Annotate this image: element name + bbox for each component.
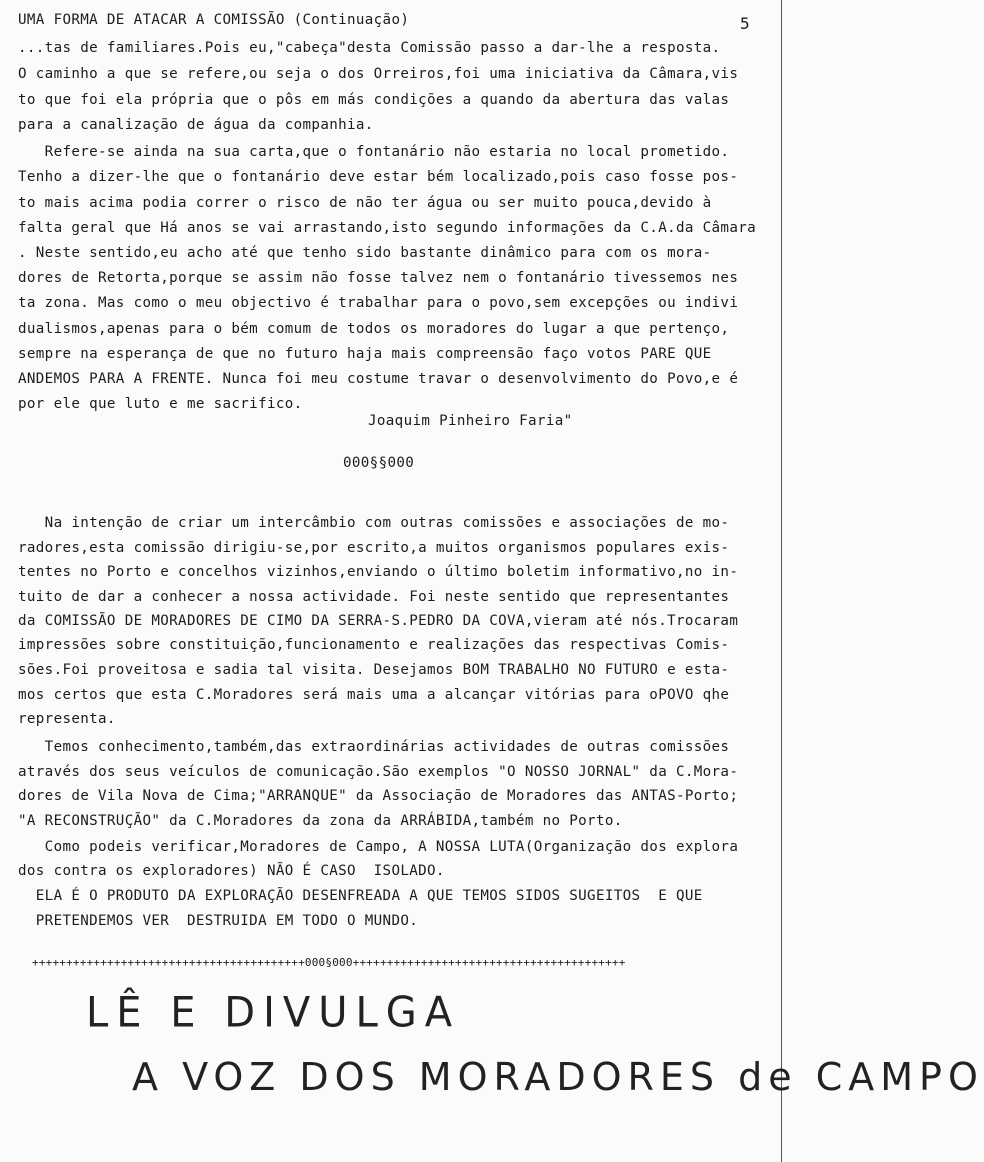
- footer-slogan-2: A VOZ DOS MORADORES de CAMPO: [132, 1055, 984, 1099]
- text-line: tuito de dar a conhecer a nossa actividade. Foi neste sentido que representantes: [18, 589, 730, 605]
- text-line: falta geral que Há anos se vai arrastando,isto segundo informações da C.A.da Câmara: [18, 220, 757, 236]
- text-line: "A RECONSTRUÇÃO" da C.Moradores da zona da ARRÁBIDA,também no Porto.: [18, 813, 623, 829]
- plus-separator-line: ++++++++++++++++++++++++++++++++++++++++000§000++++++++++++++++++++++++++++++++++++++++: [32, 956, 626, 969]
- page-number: 5: [740, 14, 750, 33]
- footer-slogan-1: LÊ E DIVULGA: [86, 988, 461, 1038]
- text-line: O caminho a que se refere,ou seja o dos Orreiros,foi uma iniciativa da Câmara,vis: [18, 66, 739, 82]
- text-line: para a canalização de água da companhia.: [18, 117, 374, 133]
- text-line: através dos seus veículos de comunicação.São exemplos "O NOSSO JORNAL" da C.Mora-: [18, 764, 739, 780]
- text-line: da COMISSÃO DE MORADORES DE CIMO DA SERRA-S.PEDRO DA COVA,vieram até nós.Trocaram: [18, 613, 739, 629]
- text-line: ANDEMOS PARA A FRENTE. Nunca foi meu costume travar o desenvolvimento do Povo,e é: [18, 371, 739, 387]
- page-edge-line: [781, 0, 782, 1162]
- text-line: to que foi ela própria que o pôs em más condições a quando da abertura das valas: [18, 92, 730, 108]
- text-line: mos certos que esta C.Moradores será mais uma a alcançar vitórias para oPOVO qhe: [18, 687, 730, 703]
- text-line: ...tas de familiares.Pois eu,"cabeça"desta Comissão passo a dar-lhe a resposta.: [18, 40, 721, 56]
- text-line: Tenho a dizer-lhe que o fontanário deve estar bém localizado,pois caso fosse pos-: [18, 169, 739, 185]
- text-line: sempre na esperança de que no futuro haja mais compreensão faço votos PARE QUE: [18, 346, 712, 362]
- text-line: Refere-se ainda na sua carta,que o fontanário não estaria no local prometido.: [18, 144, 730, 160]
- section-divider: 000§§000: [343, 455, 415, 471]
- text-line: por ele que luto e me sacrifico.: [18, 396, 303, 412]
- text-line: representa.: [18, 711, 116, 727]
- page-title: UMA FORMA DE ATACAR A COMISSÃO (Continuação): [18, 12, 410, 28]
- text-line: Como podeis verificar,Moradores de Campo, A NOSSA LUTA(Organização dos explora: [18, 839, 739, 855]
- text-line: sões.Foi proveitosa e sadia tal visita. Desejamos BOM TRABALHO NO FUTURO e esta-: [18, 662, 730, 678]
- text-line: . Neste sentido,eu acho até que tenho sido bastante dinâmico para com os mora-: [18, 245, 712, 261]
- text-line: dores de Vila Nova de Cima;"ARRANQUE" da Associação de Moradores das ANTAS-Porto;: [18, 788, 739, 804]
- text-line: radores,esta comissão dirigiu-se,por escrito,a muitos organismos populares exis-: [18, 540, 730, 556]
- text-line: ta zona. Mas como o meu objectivo é trabalhar para o povo,sem excepções ou indivi: [18, 295, 739, 311]
- text-line: dores de Retorta,porque se assim não fosse talvez nem o fontanário tivessemos nes: [18, 270, 739, 286]
- letter-signature: Joaquim Pinheiro Faria": [368, 413, 573, 429]
- text-line: impressões sobre constituição,funcionamento e realizações das respectivas Comis-: [18, 637, 730, 653]
- text-line: tentes no Porto e concelhos vizinhos,enviando o último boletim informativo,no in-: [18, 564, 739, 580]
- text-line: to mais acima podia correr o risco de não ter água ou ser muito pouca,devido à: [18, 195, 712, 211]
- text-line: Na intenção de criar um intercâmbio com outras comissões e associações de mo-: [18, 515, 730, 531]
- text-line: Temos conhecimento,também,das extraordinárias actividades de outras comissões: [18, 739, 730, 755]
- text-line: ELA É O PRODUTO DA EXPLORAÇÃO DESENFREADA A QUE TEMOS SIDOS SUGEITOS E QUE: [18, 888, 703, 904]
- text-line: dualismos,apenas para o bém comum de todos os moradores do lugar a que pertenço,: [18, 321, 730, 337]
- text-line: dos contra os exploradores) NÃO É CASO ISOLADO.: [18, 863, 445, 879]
- text-line: PRETENDEMOS VER DESTRUIDA EM TODO O MUNDO.: [18, 913, 419, 929]
